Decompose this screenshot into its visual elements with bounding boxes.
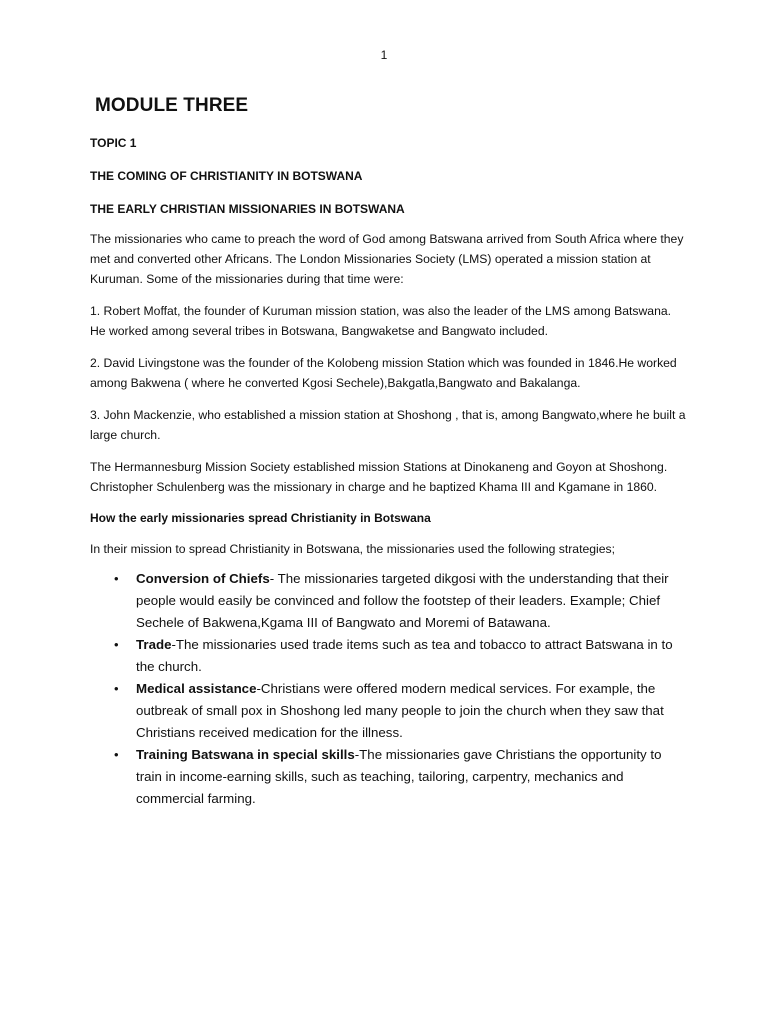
bullet-icon: • — [114, 747, 119, 762]
page-number: 1 — [380, 48, 388, 62]
strategy-text: -The missionaries used trade items such as tea and tobacco to attract Batswana in to the church. — [136, 637, 673, 674]
strategy-text: -The missionaries gave Christians the opportunity to train in income-earning skills, such as teaching, tailoring, carpentry, mechanics and commercial farming. — [136, 747, 662, 806]
section-heading-early-missionaries: THE EARLY CHRISTIAN MISSIONARIES IN BOTSWANA — [90, 202, 405, 216]
strategies-list — [90, 568, 686, 810]
strategy-term: Trade — [136, 637, 172, 652]
strategy-text: - The missionaries targeted dikgosi with the understanding that their people would easily be convinced and follow the footstep of their leaders. Example; Chief Sechele of Bakwena,Kgama III of Bangwato and Moremi of Batawana. — [136, 571, 669, 630]
moffat-paragraph: 1. Robert Moffat, the founder of Kuruman mission station, was also the leader of the LMS among Batswana. He worked among several tribes in Botswana, Bangwaketse and Bangwato included. — [90, 304, 672, 338]
list-item-training-skills — [90, 744, 686, 810]
strategies-intro-paragraph: In their mission to spread Christianity in Botswana, the missionaries used the following strategies; — [90, 542, 615, 556]
strategy-term: Conversion of Chiefs — [136, 571, 270, 586]
strategy-term: Medical assistance — [136, 681, 257, 696]
livingstone-paragraph: 2. David Livingstone was the founder of the Kolobeng mission Station which was founded in 1846.He worked among Bakwena ( where he converted Kgosi Sechele),Bakgatla,Bangwato and Bakalanga. — [90, 356, 677, 390]
list-item-medical-assistance — [90, 678, 686, 744]
topic-heading: TOPIC 1 — [90, 136, 137, 150]
list-item-trade — [90, 634, 686, 678]
bullet-icon: • — [114, 571, 119, 586]
module-title: MODULE THREE — [95, 95, 249, 116]
strategy-text: -Christians were offered modern medical services. For example, the outbreak of small pox in Shoshong led many people to join the church when they saw that Christians received medication for the illness. — [136, 681, 664, 740]
list-item-conversion-of-chiefs — [90, 568, 686, 634]
intro-paragraph: The missionaries who came to preach the word of God among Batswana arrived from South Africa where they met and converted other Africans. The London Missionaries Society (LMS) operated a mission station at Kuruman. Some of the missionaries during that time were: — [90, 232, 684, 286]
bullet-icon: • — [114, 681, 119, 696]
section-heading-coming: THE COMING OF CHRISTIANITY IN BOTSWANA — [90, 169, 363, 183]
hermannsburg-paragraph: The Hermannesburg Mission Society established mission Stations at Dinokaneng and Goyon at Shoshong. Christopher Schulenberg was the missionary in charge and he baptized Khama III and Kgamane in 1860. — [90, 460, 668, 494]
how-spread-heading: How the early missionaries spread Christianity in Botswana — [90, 511, 431, 525]
strategy-term: Training Batswana in special skills — [136, 747, 355, 762]
mackenzie-paragraph: 3. John Mackenzie, who established a mission station at Shoshong , that is, among Bangwato,where he built a large church. — [90, 408, 686, 442]
page-content — [90, 94, 686, 810]
bullet-icon: • — [114, 637, 119, 652]
